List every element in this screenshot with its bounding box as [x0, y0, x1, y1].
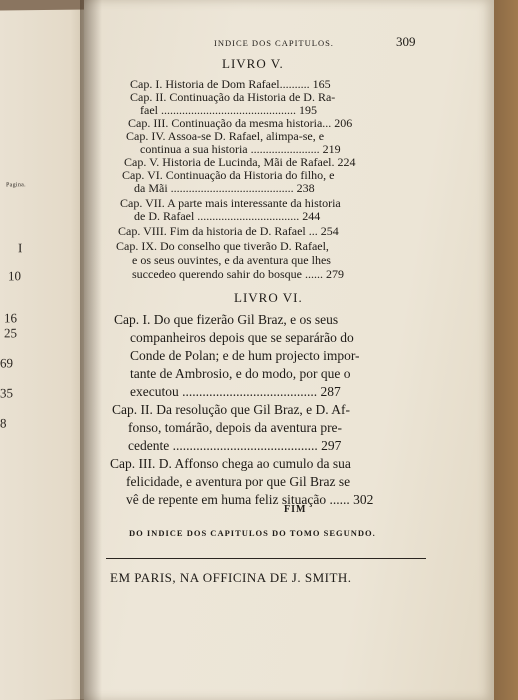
toc-line: Cap. II. Da resolução que Gil Braz, e D. Af- [112, 402, 351, 417]
toc-line: fonso, tomárão, depois da aventura pre- [128, 420, 343, 435]
printer-imprint: EM PARIS, NA OFFICINA DE J. SMITH. [110, 570, 352, 585]
toc-line: de D. Rafael .................................. 244 [134, 209, 321, 223]
toc-line: felicidade, e aventura por que Gil Braz se [126, 474, 351, 489]
book-5-title: LIVRO V. [222, 56, 284, 71]
toc-line: Cap. V. Historia de Lucinda, Mãi de Rafael. 224 [124, 155, 356, 169]
toc-line: Conde de Polan; e de hum projecto impor- [130, 348, 360, 363]
toc-line: Cap. III. Continuação da mesma historia... 206 [128, 116, 353, 130]
toc-line: Cap. IX. Do conselho que tiverão D. Rafael, [116, 239, 329, 253]
toc-line: da Mãi ......................................... 238 [134, 181, 315, 195]
toc-line: fael ............................................. 195 [140, 103, 317, 117]
toc-line: vê de repente em huma feliz situação ...... 302 [126, 492, 374, 507]
facing-page-number: I [18, 240, 23, 256]
toc-line: Cap. I. Do que fizerão Gil Braz, e os seus [114, 312, 339, 327]
toc-line: companheiros depois que se separárão do [130, 330, 354, 345]
facing-page-number: 10 [8, 268, 21, 284]
toc-line: cedente ........................................... 297 [128, 438, 342, 453]
divider-rule [106, 558, 426, 559]
facing-page-number: 69 [0, 355, 13, 371]
toc-line: e os seus ouvintes, e da aventura que lhes [132, 253, 331, 267]
running-title: INDICE DOS CAPITULOS. [214, 38, 334, 48]
toc-line: Cap. II. Continuação da Historia de D. Ra- [130, 90, 336, 104]
facing-page-number: 8 [0, 415, 7, 431]
toc-line: executou ........................................ 287 [130, 384, 341, 399]
toc-line: succedeo querendo sahir do bosque ...... 279 [132, 267, 344, 281]
toc-line: Cap. VII. A parte mais interessante da historia [120, 196, 341, 210]
gutter-shadow [80, 0, 102, 700]
facing-page-number: 16 [4, 310, 17, 326]
toc-line: Cap. I. Historia de Dom Rafael.......... 165 [130, 77, 331, 91]
fim-heading: FIM [284, 504, 307, 515]
toc-line: tante de Ambrosio, e do modo, por que o [130, 366, 351, 381]
toc-line: Cap. IV. Assoa-se D. Rafael, alimpa-se, e [126, 129, 325, 143]
facing-page-number: 35 [0, 385, 13, 401]
book-6-title: LIVRO VI. [234, 290, 303, 305]
toc-line: continua a sua historia ....................... 219 [140, 142, 341, 156]
page-number: 309 [396, 34, 416, 49]
index-end-subtitle: DO INDICE DOS CAPITULOS DO TOMO SEGUNDO. [129, 528, 376, 538]
toc-line: Cap. VI. Continuação da Historia do filho, e [122, 168, 335, 182]
index-page [84, 0, 494, 700]
toc-line: Cap. III. D. Affonso chega ao cumulo da sua [110, 456, 351, 471]
facing-page-number: 25 [4, 325, 17, 341]
toc-line: Cap. VIII. Fim da historia de D. Rafael ... 254 [118, 224, 339, 238]
facing-page [0, 10, 88, 700]
facing-page-header: Pagina. [6, 182, 26, 189]
